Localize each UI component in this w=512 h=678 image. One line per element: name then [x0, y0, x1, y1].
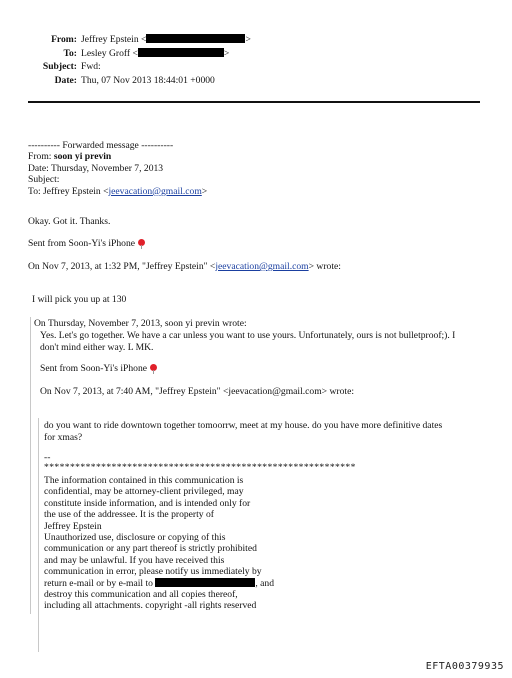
redacted-block — [138, 48, 224, 57]
header-from-row — [0, 34, 512, 48]
header-subject-row — [0, 61, 512, 75]
header-from-value: Jeffrey Epstein < — [81, 34, 147, 45]
bates-number: EFTA00379935 — [425, 660, 504, 672]
header-subject-label: Subject: — [42, 61, 77, 72]
signature-dash: -- — [44, 452, 51, 463]
disclaimer-line: communication or any part thereof is strictly prohibited — [44, 543, 257, 555]
header-to-row — [0, 48, 512, 62]
header-date-value: Thu, 07 Nov 2013 18:44:01 +0000 — [81, 74, 215, 86]
email-link[interactable]: jeevacation@gmail.com — [108, 185, 202, 197]
header-from-label: From: — [51, 34, 77, 45]
quote2-line2: for xmas? — [44, 432, 83, 443]
forwarded-header — [28, 140, 207, 197]
quote-bar-inner — [38, 418, 40, 652]
disclaimer-line: the use of the addressee. It is the property of — [44, 509, 214, 521]
email-header — [0, 34, 512, 88]
header-from-close: > — [245, 34, 251, 45]
balloon-icon — [150, 364, 157, 371]
disclaimer-line: including all attachments. copyright -all rights reserved — [44, 600, 257, 612]
forward-from: From: soon yi previn — [28, 151, 112, 163]
disclaimer-line: communication in error, please notify us immediately by — [44, 566, 262, 578]
quote1-line1: Yes. Let's go together. We have a car unless you want to use yours. Unfortunately, ours is not bulletproof;). I — [40, 330, 456, 341]
header-to-label: To: — [63, 47, 77, 59]
forward-date: Date: Thursday, November 7, 2013 — [28, 162, 164, 174]
quote1-signature: Sent from Soon-Yi's iPhone — [40, 363, 157, 374]
forward-from-name: soon yi previn — [53, 151, 112, 163]
header-date-row — [0, 75, 512, 89]
reply2-body: I will pick you up at 130 — [32, 294, 127, 305]
header-subject-value: Fwd: — [81, 61, 101, 72]
reply-signature: Sent from Soon-Yi's iPhone — [28, 238, 145, 249]
forward-to: To: Jeffrey Epstein <jeevacation@gmail.com> — [28, 185, 208, 197]
redacted-block — [146, 34, 245, 43]
disclaimer-line: Jeffrey Epstein — [44, 520, 102, 532]
redacted-block — [155, 578, 255, 587]
disclaimer-return-line: return e-mail or by e-mail to , and — [44, 577, 275, 589]
quote1-attribution2: On Nov 7, 2013, at 7:40 AM, "Jeffrey Epstein" <jeevacation@gmail.com> wrote: — [40, 386, 354, 397]
disclaimer — [44, 475, 274, 612]
reply-body: Okay. Got it. Thanks. — [28, 216, 111, 227]
email-link[interactable]: jeevacation@gmail.com — [215, 261, 309, 272]
header-date-label: Date: — [54, 74, 77, 86]
disclaimer-line: destroy this communication and all copies thereof, — [44, 589, 238, 601]
disclaimer-line: confidential, may be attorney-client privileged, may — [44, 486, 244, 498]
reply-attribution: On Nov 7, 2013, at 1:32 PM, "Jeffrey Epstein" <jeevacation@gmail.com> wrote: — [28, 261, 341, 272]
signature-stars: ************************************************************ — [44, 462, 356, 473]
disclaimer-line: Unauthorized use, disclosure or copying of this — [44, 532, 226, 544]
disclaimer-line: and may be unlawful. If you have received this — [44, 554, 225, 566]
quote1-line2: don't mind either way. L MK. — [40, 342, 154, 353]
header-divider — [28, 101, 480, 103]
header-to-close: > — [223, 47, 230, 59]
disclaimer-line: constitute inside information, and is intended only for — [44, 497, 251, 509]
forward-subject: Subject: — [28, 174, 60, 186]
forward-divider: ---------- Forwarded message ---------- — [28, 140, 174, 151]
quote2-line1: do you want to ride downtown together tomoorrw, meet at my house. do you have more definitive dates — [44, 420, 443, 431]
header-to-value: Lesley Groff < — [81, 47, 138, 59]
disclaimer-line: The information contained in this communication is — [44, 475, 244, 486]
balloon-icon — [138, 239, 145, 246]
quote1-attribution: On Thursday, November 7, 2013, soon yi previn wrote: — [34, 318, 247, 329]
